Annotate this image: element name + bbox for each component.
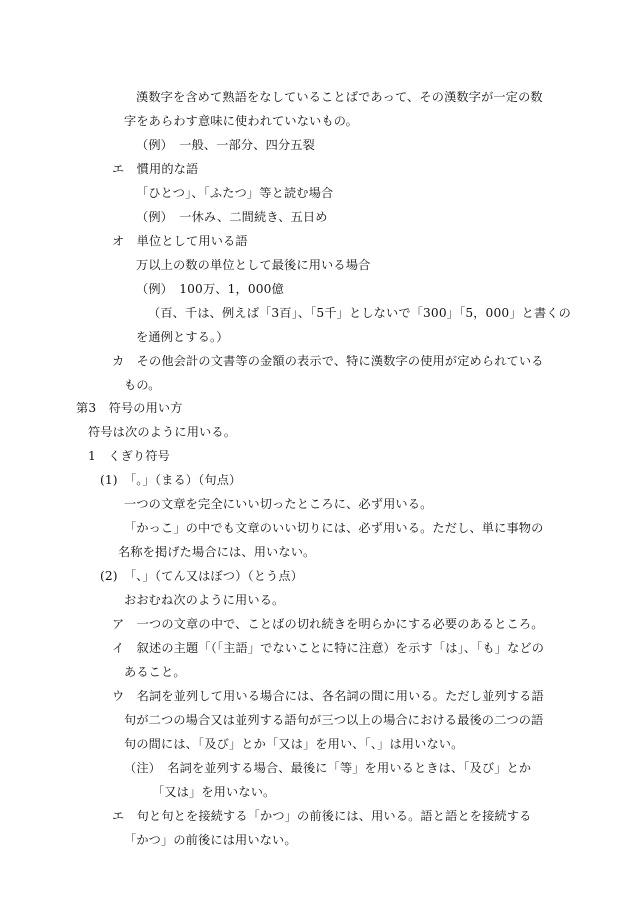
text-line: （例） 一休み、二間続き、五日め (136, 210, 328, 224)
list-item-heading: カ その他会計の文書等の金額の表示で、特に漢数字の使用が定められている (112, 354, 544, 368)
text-line: 句の間には、「及び」とか「又は」を用い、「、」は用いない。 (124, 737, 464, 751)
text-line: （百、千は、例えば「3百」、「5千」としないで「300」「5，000」と書くの (148, 306, 571, 320)
text-line: 字をあらわす意味に使われていないもの。 (124, 114, 358, 128)
text-line: 句が二つの場合又は並列する語句が三つ以上の場合における最後の二つの語 (124, 713, 544, 727)
text-line: 「かつ」の前後には用いない。 (124, 833, 297, 847)
list-item: ウ 名詞を並列して用いる場合には、各名詞の間に用いる。ただし並列する語 (112, 689, 544, 703)
list-item-heading: オ 単位として用いる語 (112, 234, 248, 248)
list-item: イ 叙述の主題「（「主語」でないことに特に注意）を示す「は」、「も」などの (112, 641, 545, 655)
text-line: 万以上の数の単位として最後に用いる場合 (136, 258, 371, 272)
section-heading: 第3 符号の用い方 (76, 401, 183, 415)
text-line: 「かっこ」の中でも文章のいい切りには、必ず用いる。ただし、単に事物の (124, 521, 544, 535)
text-line: 一つの文章を完全にいい切ったところに、必ず用いる。 (124, 497, 433, 511)
text-line: 符号は次のように用いる。 (88, 425, 237, 439)
text-line: おおむね次のように用いる。 (124, 593, 285, 607)
list-item-heading: エ 慣用的な語 (112, 162, 199, 176)
note-line: （注） 名詞を並列する場合、最後に「等」を用いるときは、「及び」とか (124, 761, 532, 775)
note-line: 「又は」を用いない。 (152, 785, 276, 799)
list-item: エ 句と句とを接続する「かつ」の前後には、用いる。語と語とを接続する (112, 809, 532, 823)
item-heading: (1) 「。」（まる）（句点） (100, 473, 242, 487)
text-line: あること。 (124, 665, 186, 679)
item-heading: (2) 「、」（てん又はぼつ）（とう点） (100, 569, 304, 583)
subsection-heading: 1 くぎり符号 (88, 449, 170, 463)
text-line: 「ひとつ」、「ふたつ」等と読む場合 (136, 186, 334, 200)
list-item: ア 一つの文章の中で、ことばの切れ続きを明らかにする必要のあるところ。 (112, 617, 544, 631)
text-line: 漢数字を含めて熟語をなしていることばであって、その漢数字が一定の数 (136, 90, 543, 104)
text-line: もの。 (124, 378, 161, 392)
text-line: 名称を掲げた場合には、用いない。 (118, 545, 316, 559)
text-line: を通例とする。） (136, 330, 229, 344)
text-line: （例） 一般、一部分、四分五裂 (136, 138, 315, 152)
text-line: （例） 100万、1，000億 (136, 282, 284, 296)
